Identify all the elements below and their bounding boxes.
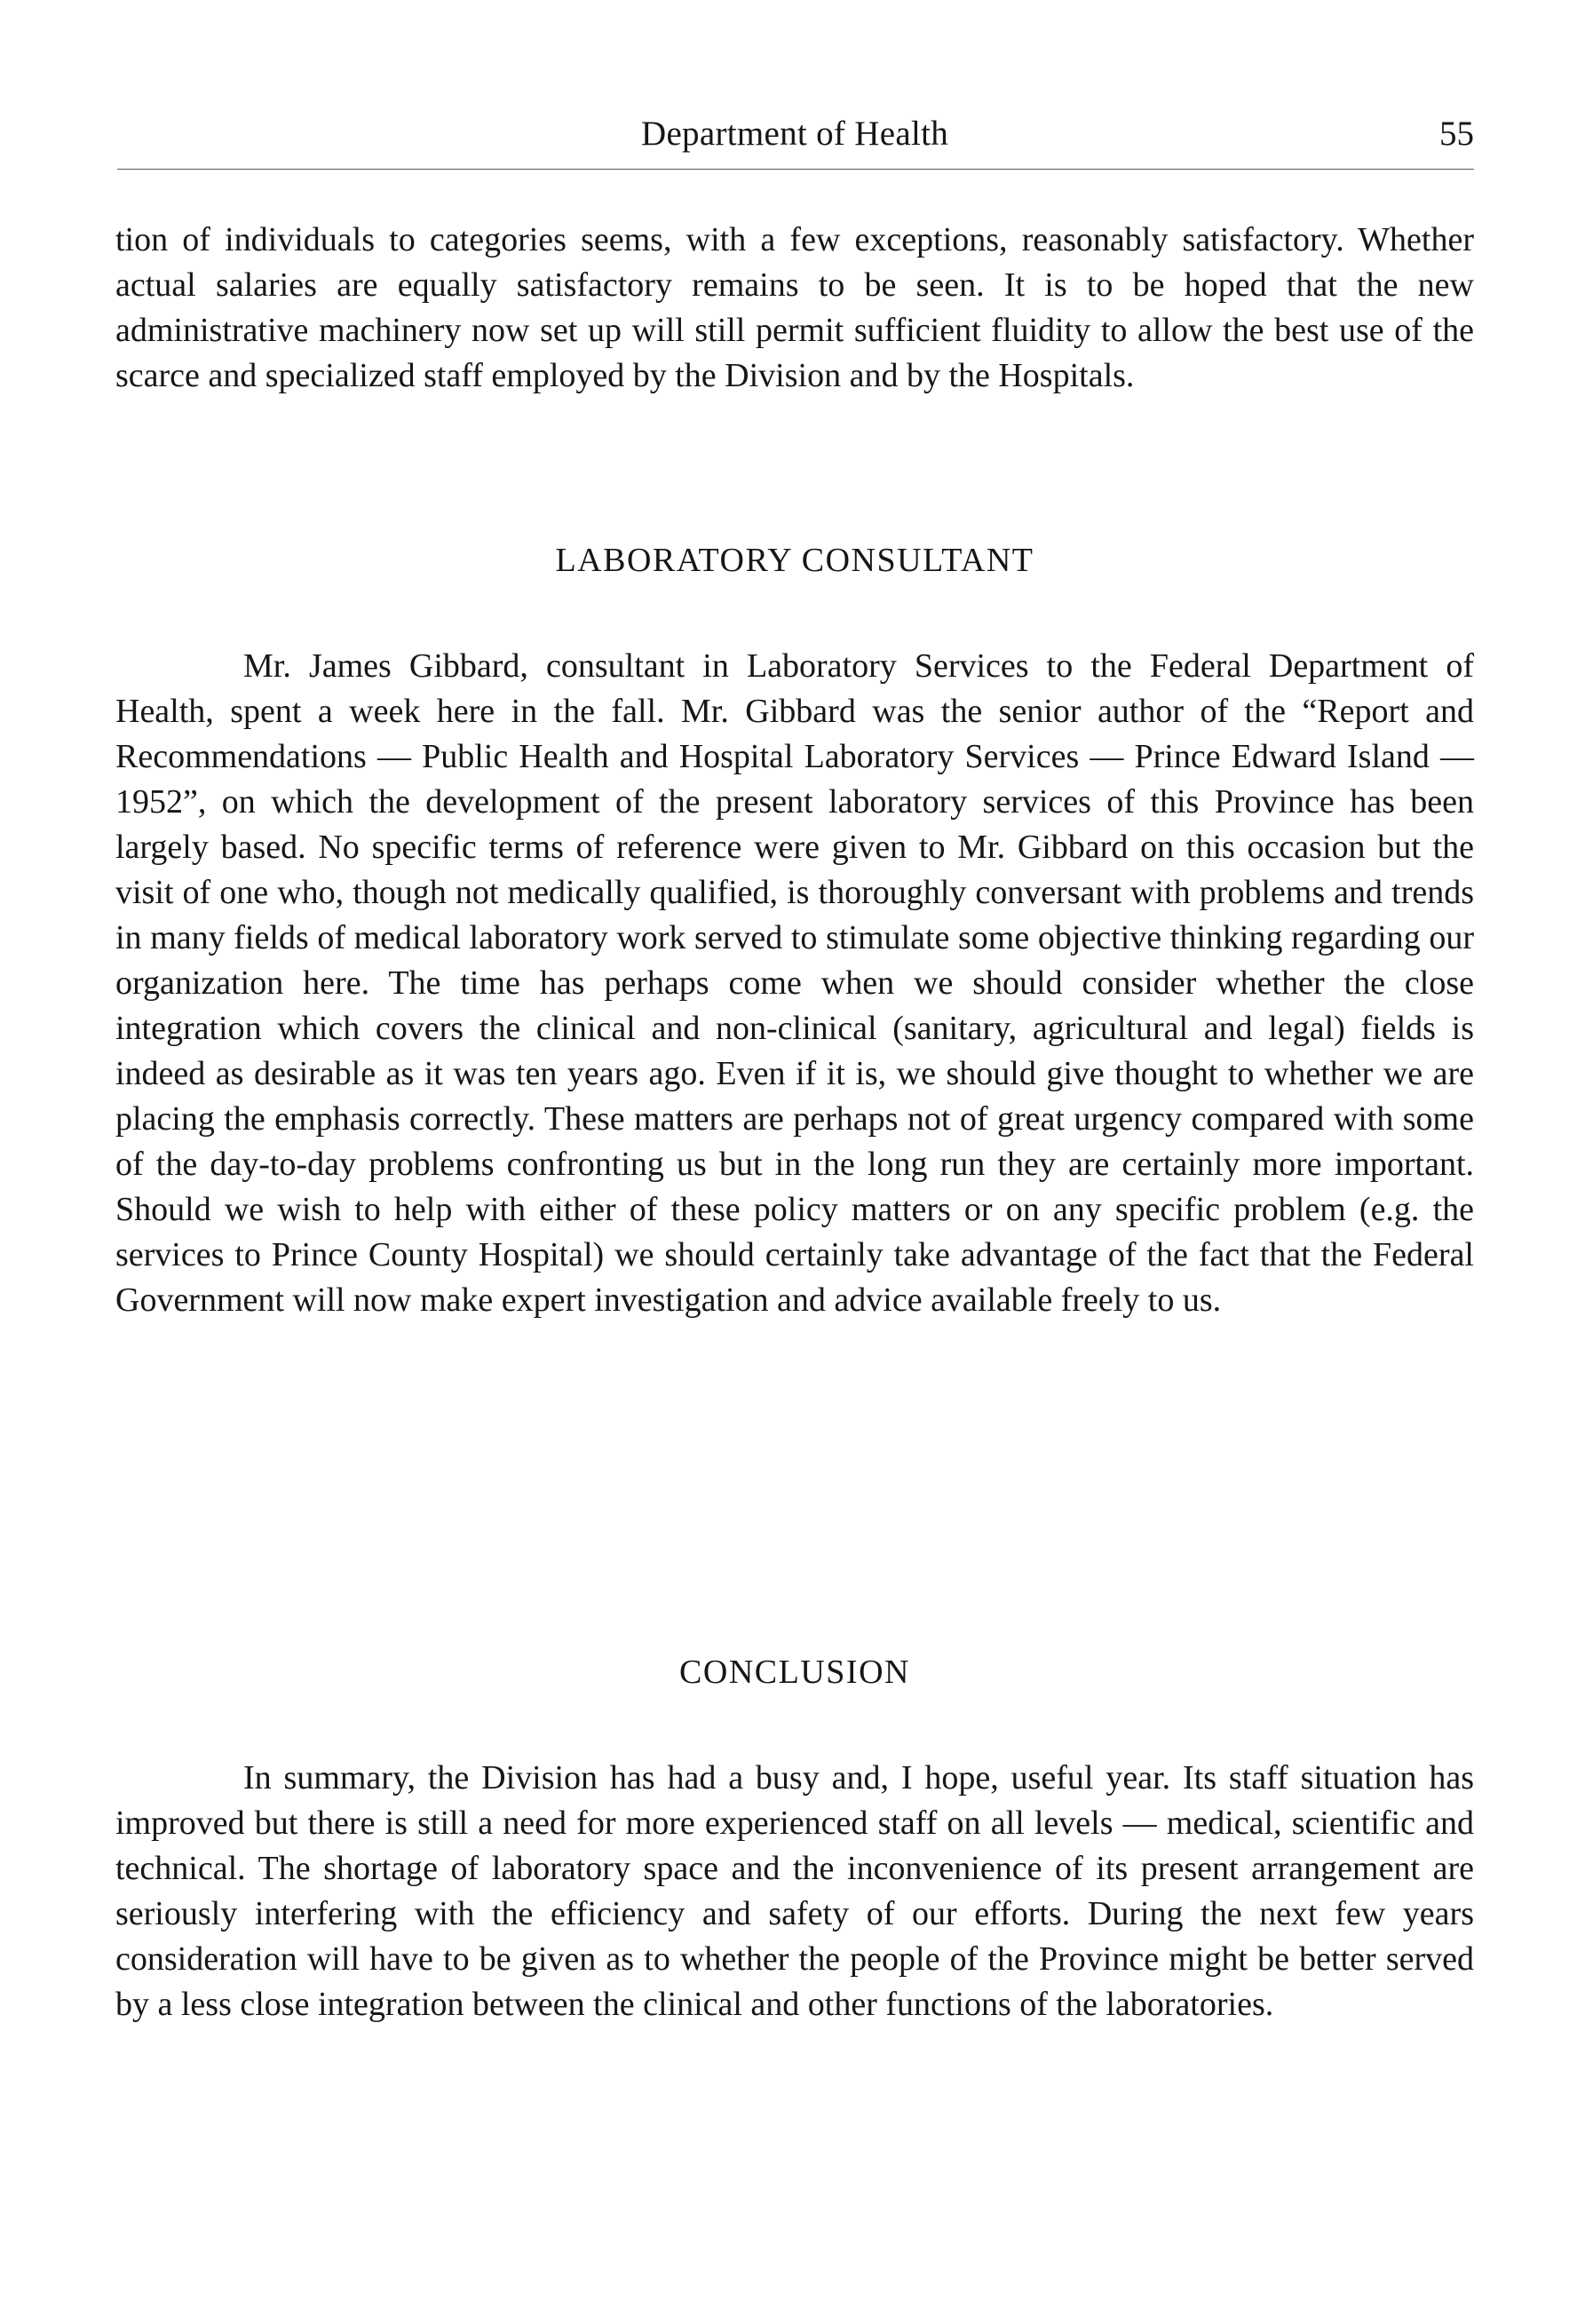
continued-paragraph: tion of individuals to categories seems, with a few exceptions, reasonably satisfactory. Whether actual salaries are equally satisfactory remains to be seen. It is to be hoped that the new administrative machinery now set up will still permit sufficient fluidity to allow the best use of the scarce and specialized staff employed by the Division and by the Hospitals. [115, 221, 1474, 394]
page-number: 55 [1439, 115, 1474, 153]
running-header [115, 110, 1474, 158]
header-rule [117, 169, 1474, 170]
conclusion-paragraph: In summary, the Division has had a busy and, I hope, useful year. Its staff situation has improved but there is still a need for more experienced staff on all levels — medical, scientific and technical. The shortage of laboratory space and the inconvenience of its present arrangement are seriously interfering with the efficiency and safety of our efforts. During the next few years consideration will have to be given as to whether the people of the Province might be better served by a less close integration between the clinical and other functions of the laboratories. [115, 1759, 1474, 2023]
laboratory-consultant-paragraph: Mr. James Gibbard, consultant in Laboratory Services to the Federal Department of Health, spent a week here in the fall. Mr. Gibbard was the senior author of the “Report and Recommendations — Public Health and Hospital Laboratory Services — Prince Edward Island — 1952”, on which the development of the present laboratory services of this Province has been largely based. No specific terms of reference were given to Mr. Gibbard on this occasion but the visit of one who, though not medically qualified, is thoroughly conversant with problems and trends in many fields of medical laboratory work served to stimulate some objective thinking regarding our organization here. The time has perhaps come when we should consider whether the close integration which covers the clinical and non-clinical (sanitary, agricultural and legal) fields is indeed as desirable as it was ten years ago. Even if it is, we should give thought to whether we are placing the emphasis correctly. These matters are perhaps not of great urgency compared with some of the day-to-day problems confronting us but in the long run they are certainly more important. Should we wish to help with either of these policy matters or on any specific problem (e.g. the services to Prince County Hospital) we should certainly take advantage of the fact that the Federal Government will now make expert investigation and advice available freely to us. [115, 647, 1474, 1319]
section-heading-conclusion: CONCLUSION [679, 1654, 910, 1691]
section-heading-laboratory-consultant: LABORATORY CONSULTANT [555, 542, 1034, 579]
running-title: Department of Health [640, 115, 949, 153]
